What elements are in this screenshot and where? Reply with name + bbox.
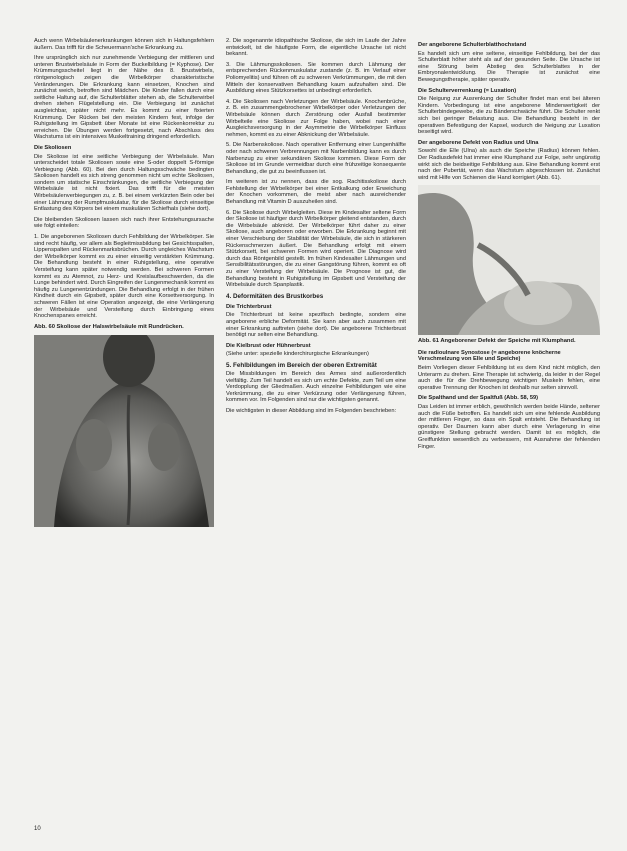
paragraph: Auch wenn Wirbelsäulenerkrankungen können sich in Haltungsfehlern äußern. Das trifft für die Scheuermann'sche Erkrankung zu. (34, 38, 214, 51)
paragraph: Das Leiden ist immer erblich, gewöhnlich werden beide Hände, seltener auch die Füße betroffen. Es handelt sich um eine fehlende Ausbildung der mittleren Finger, so dass ein Spalt entsteht. Die Behandlung ist operativ. Der Daumen kann aber durch eine Verlagerung in eine günstigere Stellung gebracht werden. Damit ist es möglich, die Greiffunktion wesentlich zu verbessern, mit Ausnahme der fehlenden Finger. (418, 404, 600, 450)
paragraph: 1. Die angeborenen Skoliosen durch Fehlbildung der Wirbelkörper. Sie sind recht häufig, vor allem als Begleitmissbildung bei Gesichtsspalten, Lippenspalten und Rückenmarksbrüchen. Durch ungleiches Wachstum der Wirbelkörper kommt es zu einer einseitig verstärkten Krümmung. Die Behandlung besteht in einer Ruhigstellung, eine operative Versteifung kann später notwendig werden. Bei schweren Formen kommt es zu Atemnot, zu Herz- und Kreislaufbeschwerden, da die Lunge behindert wird. Durch Eingreifen der Lungenmechanik kommt es häufig zu Lungenentzündungen. Die Behandlung erfolgt in der frühen Kindheit durch ein Gipsbett, später durch eine Korsettversorgung. In schweren Fällen ist eine Operation angezeigt, die eine Verlängerung der Wirbelsäule und Versteifung durch Einbringung eines Knochenspanes erreicht. (34, 234, 214, 320)
figure-60-photo (34, 335, 214, 527)
section-heading: 4. Deformitäten des Brustkorbes (226, 292, 324, 300)
figure-caption: Abb. 60 Skoliose der Halswirbelsäule mit Rundrücken. (34, 323, 184, 330)
section-heading: Die Schulterverrenkung (= Luxation) (418, 87, 517, 94)
figure-caption: Abb. 61 Angeborener Defekt der Speiche mit Klumphand. (418, 338, 576, 345)
paragraph: 4. Die Skoliosen nach Verletzungen der Wirbelsäule. Knochenbrüche, z. B. ein zusammengebrochener Wirbelkörper oder Verletzungen der Wirbelsäule können durch Zerstörung oder Ausfall bestimmter Wirbelteile eine Skoliose zur Folge haben, wobei nach einer Ausgleichsversorgung in der Asymmetrie die Wirbelkörper Einfluss nehmen, kommt es zu einer Abknickung der Wirbelsäule. (226, 98, 406, 138)
section-heading: Der angeborene Schulterblatthochstand (418, 42, 527, 48)
paragraph: 2. Die sogenannte idiopathische Skoliose, die sich im Laufe der Jahre entwickelt, ist die häufigste Form, die eigentliche Ursache ist nicht bekannt. (226, 38, 406, 58)
paragraph: Die bleibenden Skoliosen lassen sich nach ihrer Entstehungsursache wie folgt einteilen: (34, 216, 214, 230)
subsection-heading: Die Trichterbrust (226, 303, 272, 310)
paragraph: (Siehe unter: spezielle kinderchirurgische Erkrankungen) (226, 351, 369, 358)
text-column-right (418, 38, 600, 454)
subsection-heading: Die Kielbrust oder Hühnerbrust (226, 342, 311, 349)
section-heading: Die Spalthand und der Spaltfuß (Abb. 58, 59) (418, 395, 539, 402)
paragraph: 6. Die Skoliose durch Wirbelgleiten. Diese im Kindesalter seltene Form der Skoliose ist häufiger durch Wirbelkörper gleitend entstanden, durch die Wirbelsäule abknickt. Der Wirbelkörper führt daher zu einer Skoliose, auch angeboren oder erworben. Die Erkrankung beginnt mit einer Verschiebung der Stabilität der Wirbelsäule, die sich in stärkeren Rückenschmerzen äußert. Die Behandlung erfolgt mit einem Stützkorsett, bei schweren Formen wird operiert. Die Diagnose wird durch das Röntgenbild gestellt. Im frühen Kindesalter Lähmungen und Sensibilitätsstörungen, die zu einer Gangstörung führen, kommt es oft zu einer Versteifung der Wirbelsäule. Die Prognose ist gut, die Behandlung besteht in Ruhigstellung im Gipsbett und Versteifung der Wirbelsäule durch Spanplastik. (226, 209, 406, 289)
paragraph: Ihre ursprünglich sich nur zunehmende Verbiegung der mittleren und unteren Brustwirbelsäule in Form der Buckelbildung (= Kyphose). Der Krümmungsscheitel liegt in der Nähe des 8. Brustwirbels, röntgenologisch zeigen die Wirbelkörper charakteristische Veränderungen. Die Erkrankung kann einsetzen, Knochen sind zunächst weich, betroffen sind Mädchen. Die Kinder fallen durch eine seitliche Haltung auf, die Schulterblätter stehen ab, die Schulterwirbel drehen stehen Flügelstellung ein. Die Verbiegung ist zunächst ausgleichbar, später nicht mehr. Es kommt zu einer fixierten Krümmung. Der Rücken bei den meisten Kindern fest, infolge der Ruhigstellung im Gipsbett über Monate ist eine Rückenkorrektur zu erreichen. Die Übungen werden fortgesetzt, nach Abschluss des Wachstums ist ein intensives Muskeltraining dringend erforderlich. (34, 55, 214, 141)
paragraph: Sowohl die Elle (Ulna) als auch die Speiche (Radius) können fehlen. Der Radiusdefekt hat immer eine Klumphand zur Folge, sehr ungünstig wirkt sich die beidseitige Fehlbildung aus. Eine Behandlung kommt erst nach der Pubertät, wenn das Wachstum abgeschlossen ist. Zunächst wird mit Hilfe von Schienen die Hand korrigiert (Abb. 61). (418, 148, 600, 181)
section-heading: Die Skoliosen (34, 144, 72, 151)
section-heading: Die radioulnare Synostose (= angeborene knöcherne Verschmelzung von Elle und Speiche) (418, 349, 561, 363)
paragraph: Die wichtigsten in dieser Abbildung sind im Folgenden beschrieben: (226, 407, 397, 414)
paragraph: Im weiteren ist zu nennen, dass die sog. Rachitisskoliose durch Fehlstellung der Wirbelkörper bei einer Entkalkung oder Erweichung der Knochen vorkommen, die meist aber nach ausreichender Behandlung mit Vitamin D auszuheilen sind. (226, 179, 406, 206)
paragraph: Die Trichterbrust ist keine spezifisch bedingte, sondern eine angeborene erbliche Deformität. Sie kann aber auch zusammen mit einer Erkrankung auftreten (siehe dort). Die angeborene Trichterbrust benötigt nur selten eine Behandlung. (226, 312, 406, 339)
section-heading: Der angeborene Defekt von Radius und Ulna (418, 139, 539, 146)
paragraph: Die Neigung zur Ausrenkung der Schulter findet man erst bei älteren Kindern. Vorbedingung ist eine angeborene Minderwertigkeit der Schulterbindegewebe, die zu Bänderschwäche führt. Die Schulter renkt sich bei geringer Belastung aus. Die Behandlung besteht in der operativen Befestigung der Kapsel, wodurch die Neigung zur Luxation beseitigt wird. (418, 96, 600, 136)
paragraph: 5. Die Narbenskoliose. Nach operativer Entfernung einer Lungenhälfte oder nach schweren Verbrennungen mit Narbenbildung kann es durch Narbenzug zu einer sekundären Skoliose kommen. Diese Form der Skoliose ist im Grunde vermeidbar durch eine frühzeitige konsequente Behandlung, die gut zu beeinflussen ist. (226, 142, 406, 175)
text-column-middle (226, 38, 406, 419)
section-heading: 5. Fehlbildungen im Bereich der oberen Extremität (226, 361, 377, 369)
paragraph: Die Skoliose ist eine seitliche Verbiegung der Wirbelsäule. Man unterscheidet totale Skoliosen sowie eine S-oder doppelt S-förmige Verbiegung (Abb. 60). Bei den durch Haltungsschwäche bedingten Skoliosen handelt es sich streng genommen nicht um echte Skoliosen, sondern um statische Einschränkungen, die seitliche Verbiegung der Wirbelsäule ist nicht fixiert. Das trifft für die meisten Wirbelsäulenverbiegungen zu, z. B. bei einem verkürzten Bein oder bei einer Lähmung der Rumpfmuskulatur, für die Skoliose durch einseitige Entlastung des Körpers bei einem muskulären Schiefhals (siehe dort). (34, 153, 214, 213)
paragraph: Es handelt sich um eine seltene, einseitige Fehlbildung, bei der das Schulterblatt höher steht als auf der gesunden Seite. Die Ursache ist eine Störung beim Abstieg des Schulterblattes in der Embryonalentwicklung. Die Therapie ist zunächst eine Bewegungstherapie, später operativ. (418, 50, 600, 83)
page-number: 10 (34, 826, 41, 832)
paragraph: 3. Die Lähmungsskoliosen. Sie kommen durch Lähmung der entsprechenden Rückenmuskulatur zustande (z. B. im Verlauf einer Poliomyelitis) und führen oft zu schweren Verkrümmungen, die mit den Mitteln der konservativen Behandlung kaum aufzuhalten sind. Die Ausbildung eines Stützkorsettes ist unbedingt erforderlich. (226, 61, 406, 95)
text-column-left (34, 38, 214, 527)
figure-61-photo (418, 185, 600, 335)
paragraph: Die Missbildungen im Bereich des Armes sind außerordentlich vielfältig. Zum Teil handelt es sich um echte Defekte, zum Teil um eine Verdopplung der Gliedmaßen. Auch einzelne Fehlbildungen wie eine Verkrümmung, die zu einer Verkürzung oder Verlängerung führen, kommen vor. Im Folgenden sind nur die wichtigsten genannt. (226, 370, 406, 404)
paragraph: Beim Vorliegen dieser Fehlbildung ist es dem Kind nicht möglich, den Unterarm zu drehen. Eine Therapie ist schwierig, da leider in der Regel auch die für die Drehbewegung wichtigen Muskeln fehlen, eine operative Trennung der Knochen ist deshalb nur selten sinnvoll. (418, 365, 600, 391)
